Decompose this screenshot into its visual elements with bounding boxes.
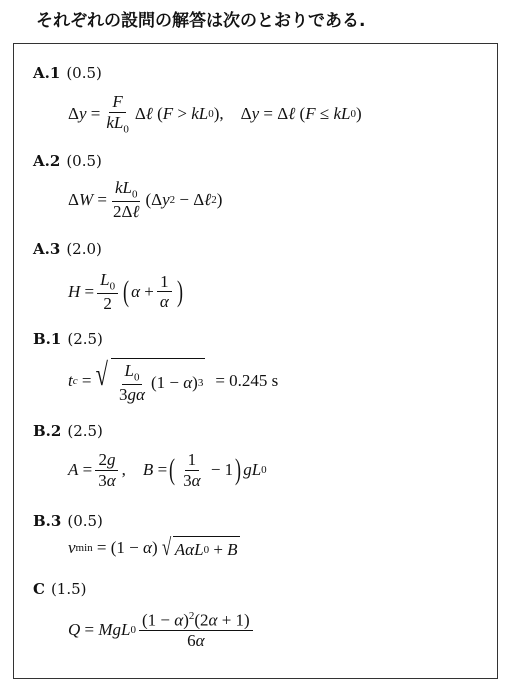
section-label: A.2 [33, 152, 61, 170]
section-a1-header [33, 64, 102, 82]
equation-a1: Δ y = $\frac{F}{kL_0}$ Δ ℓ ( F > kL 0 ), Δ y = Δ ℓ ( F ≤ kL 0 ) [68, 92, 362, 135]
section-b3-header [33, 512, 103, 530]
section-label: C [33, 580, 45, 598]
section-points: (1.5) [50, 580, 87, 598]
equation-b1: t c = √ $\frac{L_0}{3g\alpha}$ (1 − α ) 3 = 0.245 s [68, 356, 279, 405]
section-label: A.1 [33, 64, 61, 82]
equation-b3: v min = (1 − α ) √ AαL 0 + B [68, 535, 238, 561]
section-b1-header [33, 330, 103, 348]
section-a2-header [33, 152, 102, 170]
section-b2-header [33, 422, 103, 440]
section-points: (0.5) [67, 512, 103, 530]
section-a3-header [33, 240, 102, 258]
section-label: B.1 [33, 330, 62, 348]
section-points: (2.5) [67, 330, 103, 348]
equation-a2: Δ W = $\frac{kL_0}{\text{2Δℓ}}$ (Δ y 2 − Δ ℓ 2 ) [68, 178, 223, 222]
tc-result: = 0.245 s [215, 371, 279, 391]
section-label: A.3 [33, 240, 61, 258]
equation-c: Q = MgL 0 $\frac{(1 - \alpha)^2(2\alpha + 1)}{6\alpha}$ [68, 610, 256, 651]
answer-box [13, 43, 498, 679]
section-label: B.2 [33, 422, 62, 440]
section-points: (0.5) [66, 64, 102, 82]
section-label: B.3 [33, 512, 62, 530]
section-points: (2.0) [66, 240, 102, 258]
section-points: (0.5) [66, 152, 102, 170]
intro-text: それぞれの設問の解答は次のとおりである. [36, 11, 366, 31]
equation-a3: H = $\frac{L_0}{2}$ ( α + $\frac{1}{\alpha}$ ) [68, 270, 183, 314]
section-points: (2.5) [67, 422, 103, 440]
section-c-header [33, 580, 87, 598]
equation-b2: A = $\frac{2g}{3\alpha}$ , B = ( $\frac{1}{3\alpha}$ − 1 ) gL 0 [68, 450, 267, 490]
